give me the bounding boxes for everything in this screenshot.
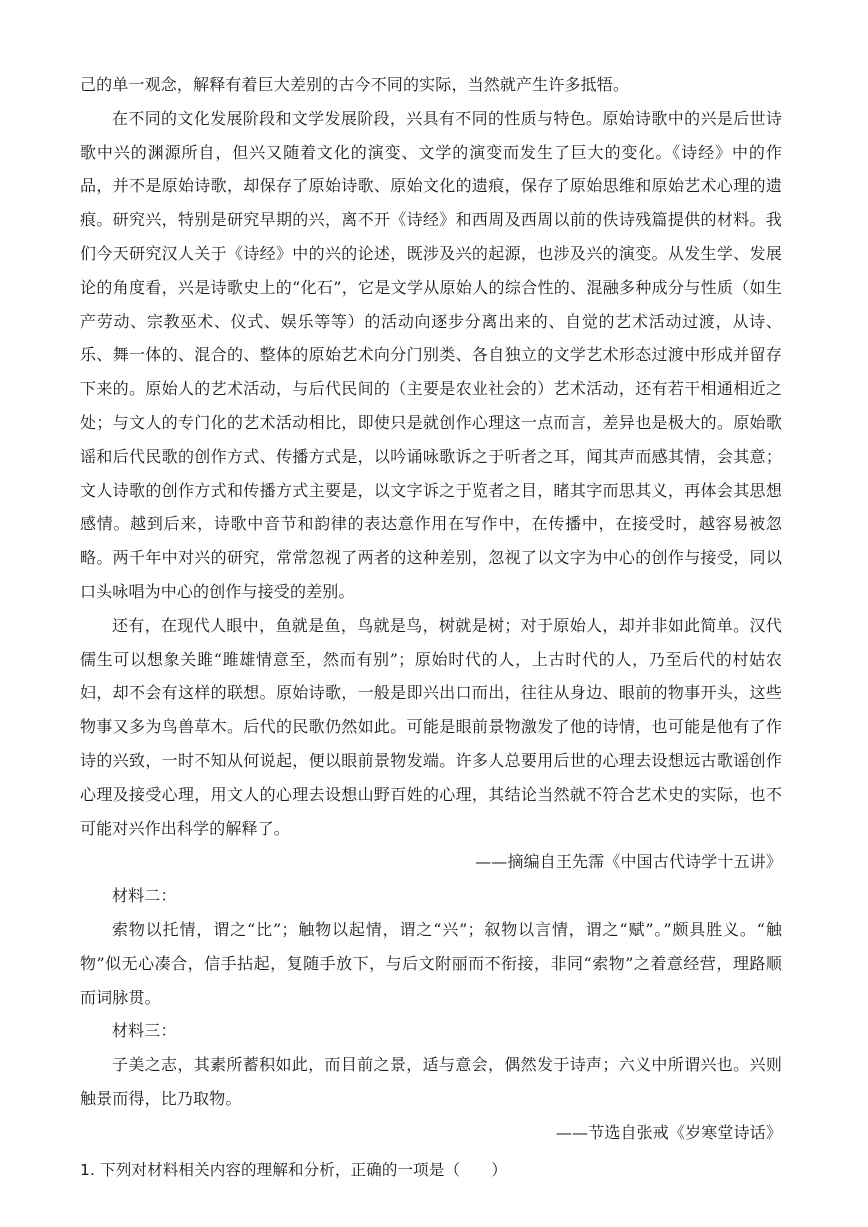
material1-paragraph-1: 在不同的文化发展阶段和文学发展阶段，兴具有不同的性质与特色。原始诗歌中的兴是后世诗歌中兴的渊源所自，但兴又随着文化的演变、文学的演变而发生了巨大的变化。《诗经》中的作品，并不是原始诗歌，却保存了原始诗歌、原始文化的遗痕，保存了原始思维和原始艺术心理的遗痕。研究兴，特别是研究早期的兴，离不开《诗经》和西周及西周以前的佚诗残篇提供的材料。我们今天研究汉人关于《诗经》中的兴的论述，既涉及兴的起源，也涉及兴的演变。从发生学、发展论的角度看，兴是诗歌史上的“化石”，它是文学从原始人的综合性的、混融多种成分与性质（如生产劳动、宗教巫术、仪式、娱乐等等）的活动向逐步分离出来的、自觉的艺术活动过渡，从诗、乐、舞一体的、混合的、整体的原始艺术向分门别类、各自独立的文学艺术形态过渡中形成并留存下来的。原始人的艺术活动，与后代民间的（主要是农业社会的）艺术活动，还有若干相通相近之处；与文人的专门化的艺术活动相比，即使只是就创作心理这一点而言，差异也是极大的。原始歌谣和后代民歌的创作方式、传播方式是，以吟诵咏歌诉之于听者之耳，闻其声而感其情，会其意；文人诗歌的创作方式和传播方式主要是，以文字诉之于览者之目，睹其字而思其义，再体会其思想感情。越到后来，诗歌中音节和韵律的表达意作用在写作中，在传播中，在接受时，越容易被忽略。两千年中对兴的研究，常常忽视了两者的这种差别，忽视了以文字为中心的创作与接受，同以口头咏唱为中心的创作与接受的差别。 — [80, 108, 782, 601]
document-body — [80, 68, 782, 1187]
material2-paragraph: 索物以托情，谓之“比”；触物以起情，谓之“兴”；叙物以言情，谓之“赋”。”颇具胜义。“触物”似无心凑合，信手拈起，复随手放下，与后文附丽而不衔接，非同“索物”之着意经营，理路顺而词脉贯。 — [80, 919, 782, 1007]
material1-source: ——摘编自王先霈《中国古代诗学十五讲》 — [475, 852, 782, 872]
material3-source: ——节选自张戒《岁寒堂诗话》 — [555, 1122, 782, 1142]
question-1: 1. 下列对材料相关内容的理解和分析，正确的一项是（ ） — [80, 1160, 508, 1179]
material1-paragraph-2: 还有，在现代人眼中，鱼就是鱼，鸟就是鸟，树就是树；对于原始人，却并非如此简单。汉代儒生可以想象关雎“雎雄情意至，然而有别”；原始时代的人，上古时代的人，乃至后代的村姑农妇，却不会有这样的联想。原始诗歌，一般是即兴出口而出，往往从身边、眼前的物事开头，这些物事又多为鸟兽草木。后代的民歌仍然如此。可能是眼前景物激发了他的诗情，也可能是他有了作诗的兴致，一时不知从何说起，便以眼前景物发端。许多人总要用后世的心理去设想远古歌谣创作心理及接受心理，用文人的心理去设想山野百姓的心理，其结论当然就不符合艺术史的实际，也不可能对兴作出科学的解释了。 — [80, 615, 782, 838]
material1-paragraph-0: 己的单一观念，解释有着巨大差别的古今不同的实际，当然就产生许多抵牾。 — [80, 75, 630, 94]
material2-label: 材料二： — [112, 886, 177, 906]
material3-label: 材料三： — [112, 1021, 177, 1041]
material3-paragraph: 子美之志，其素所蓄积如此，而目前之景，适与意会，偶然发于诗声；六义中所谓兴也。兴则触景而得，比乃取物。 — [80, 1055, 782, 1108]
